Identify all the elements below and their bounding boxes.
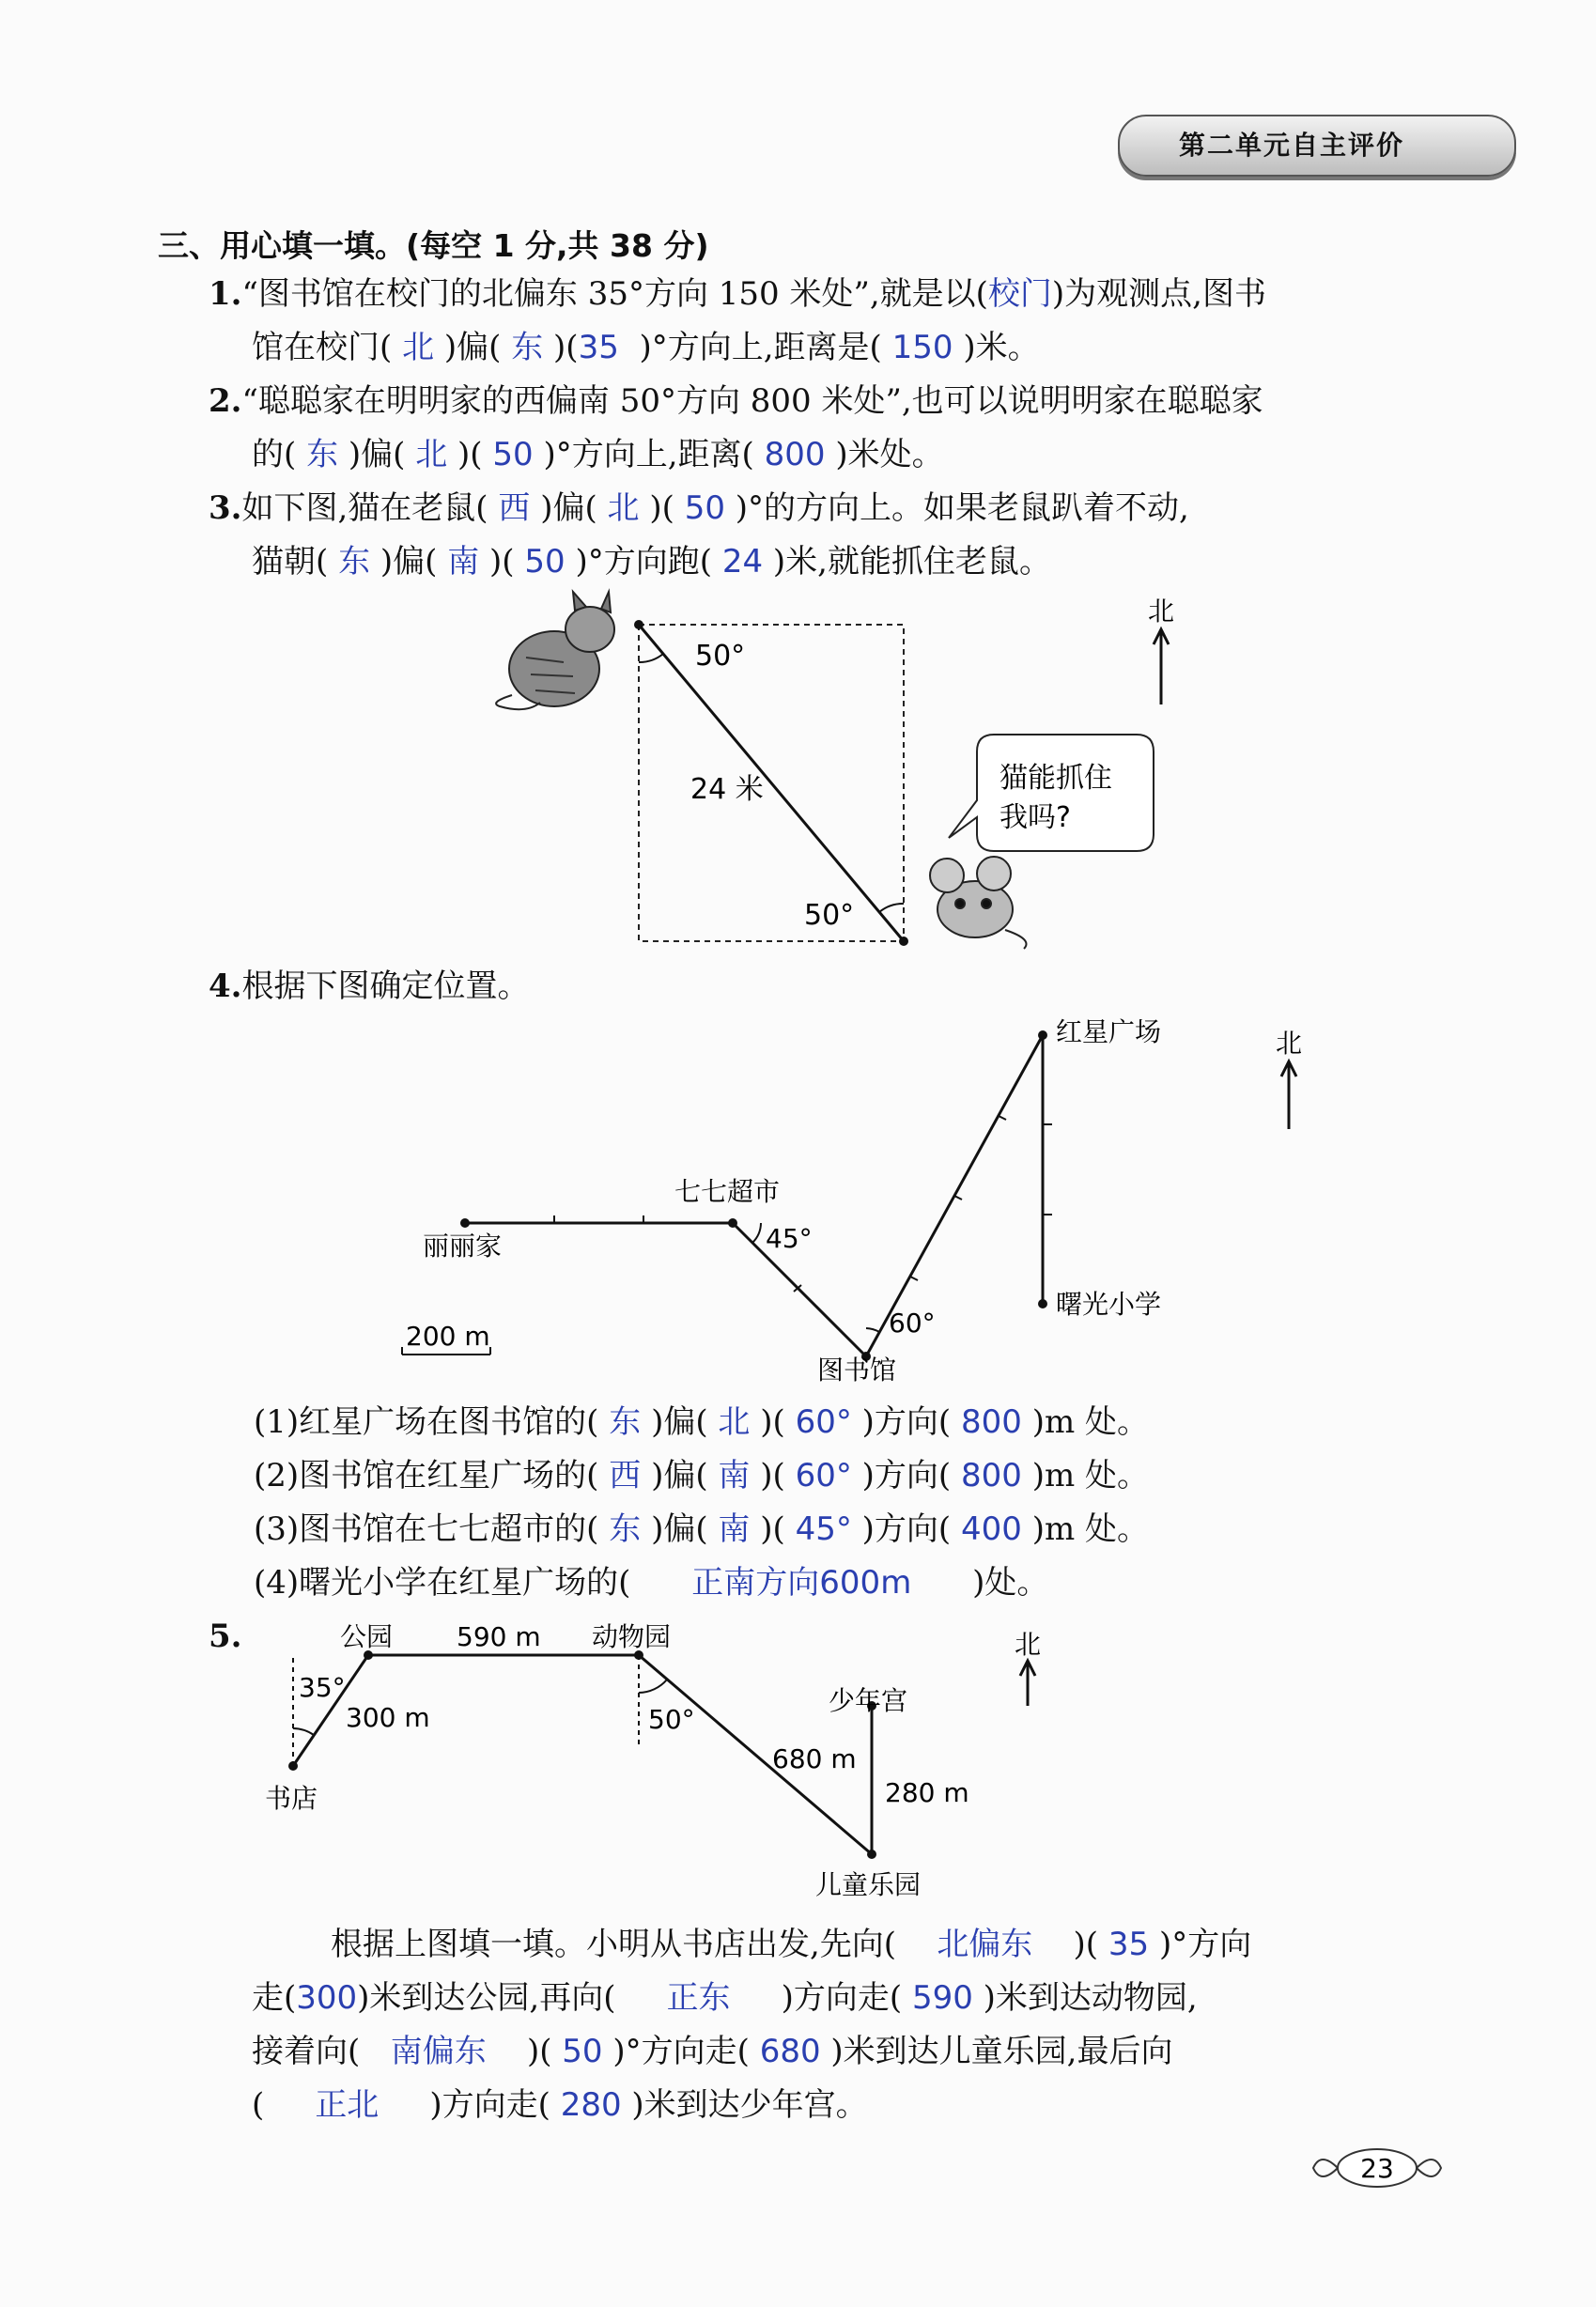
q3-answer-5: 南	[447, 543, 480, 581]
label-zoo: 动物园	[592, 1621, 672, 1652]
dist-store-park: 300 m	[346, 1702, 430, 1733]
q4-item-3: (3)图书馆在七七超市的( 东 )偏( 南 )( 45° )方向( 400 )m 处。	[254, 1510, 1150, 1548]
label-children: 儿童乐园	[815, 1869, 922, 1900]
dist-children-palace: 280 m	[885, 1777, 969, 1808]
bubble-line-2: 我吗?	[999, 801, 1071, 834]
q2-line2: 的( 东 )偏( 北 )( 50 )°方向上,距离( 800 )米处。	[252, 436, 944, 473]
q3-line2: 猫朝( 东 )偏( 南 )( 50 )°方向跑( 24 )米,就能抓住老鼠。	[252, 543, 1051, 581]
label-store: 书店	[265, 1783, 318, 1814]
q1-answer-2: 北	[402, 329, 435, 366]
q2-answer-3: 50	[492, 436, 534, 473]
header-title: 第二单元自主评价	[1179, 130, 1405, 161]
label-qiqi: 七七超市	[674, 1176, 781, 1207]
scale-label: 200 m	[406, 1321, 490, 1352]
q4-item-1: (1)红星广场在图书馆的( 东 )偏( 北 )( 60° )方向( 800 )m 处。	[254, 1403, 1150, 1441]
q5-line3: 接着向( 南偏东 )( 50 )°方向走( 680 )米到达儿童乐园,最后向	[252, 2033, 1173, 2070]
q1-line1: 1.“图书馆在校门的北偏东 35°方向 150 米处”,就是以(校门)为观测点,图书	[209, 275, 1266, 313]
q3-answer-1: 西	[498, 489, 531, 527]
q5-number: 5.	[209, 1618, 242, 1655]
label-hongxing: 红星广场	[1056, 1016, 1162, 1047]
north-label-q5: 北	[1015, 1629, 1042, 1660]
section-title: 三、用心填一填。(每空 1 分,共 38 分)	[158, 227, 709, 264]
q3-line1: 3.如下图,猫在老鼠( 西 )偏( 北 )( 50 )°的方向上。如果老鼠趴着不动,	[209, 489, 1189, 527]
label-library: 图书馆	[817, 1355, 897, 1386]
q1-answer-5: 150	[891, 329, 953, 366]
north-label-q4: 北	[1276, 1028, 1303, 1059]
q5-line1: 根据上图填一填。小明从书店出发,先向( 北偏东 )( 35 )°方向	[331, 1926, 1252, 1963]
angle-45: 45°	[766, 1223, 813, 1254]
label-park: 公园	[340, 1621, 394, 1652]
page-number: 23	[1360, 2153, 1394, 2184]
q1-answer-3: 东	[511, 329, 544, 366]
q2-number: 2.	[209, 382, 242, 420]
angle-label-top: 50°	[695, 640, 746, 673]
angle-35: 35°	[299, 1672, 346, 1703]
q3-answer-2: 北	[607, 489, 640, 527]
q3-number: 3.	[209, 489, 242, 527]
page-number-ornament	[1311, 2142, 1443, 2194]
north-label-q3: 北	[1148, 596, 1175, 627]
label-lili: 丽丽家	[423, 1231, 503, 1262]
q2-answer-1: 东	[306, 436, 339, 473]
q3-answer-3: 50	[684, 489, 725, 527]
q5-line4: ( 正北 )方向走( 280 )米到达少年宫。	[252, 2086, 868, 2124]
label-shuguang: 曙光小学	[1056, 1289, 1162, 1320]
q2-line1: 2.“聪聪家在明明家的西偏南 50°方向 800 米处”,也可以说明明家在聪聪家	[209, 382, 1263, 420]
q1-number: 1.	[209, 275, 242, 313]
q3-answer-7: 24	[721, 543, 764, 581]
q1-answer-1: 校门	[987, 275, 1052, 313]
q4-item-2: (2)图书馆在红星广场的( 西 )偏( 南 )( 60° )方向( 800 )m 处。	[254, 1457, 1150, 1494]
label-palace: 少年宫	[829, 1685, 908, 1716]
angle-50: 50°	[648, 1704, 695, 1735]
distance-label: 24 米	[690, 773, 764, 806]
q4-number: 4.	[209, 968, 242, 1005]
q1-line2: 馆在校门( 北 )偏( 东 )(35 )°方向上,距离是( 150 )米。	[252, 329, 1040, 366]
q5-line2: 走(300)米到达公园,再向( 正东 )方向走( 590 )米到达动物园,	[252, 1979, 1198, 2017]
bubble-line-1: 猫能抓住	[999, 762, 1112, 795]
angle-label-bottom: 50°	[804, 899, 855, 932]
q3-answer-4: 东	[338, 543, 371, 581]
dist-park-zoo: 590 m	[457, 1621, 541, 1652]
q2-answer-2: 北	[415, 436, 448, 473]
q1-answer-4: 35	[578, 329, 619, 366]
angle-60: 60°	[889, 1308, 936, 1339]
q3-answer-6: 50	[524, 543, 566, 581]
q4-item-4: (4)曙光小学在红星广场的( 正南方向600m )处。	[254, 1564, 1049, 1602]
dist-zoo-children: 680 m	[772, 1743, 857, 1774]
q4-line-intro: 4.根据下图确定位置。	[209, 968, 530, 1005]
q2-answer-4: 800	[764, 436, 826, 473]
